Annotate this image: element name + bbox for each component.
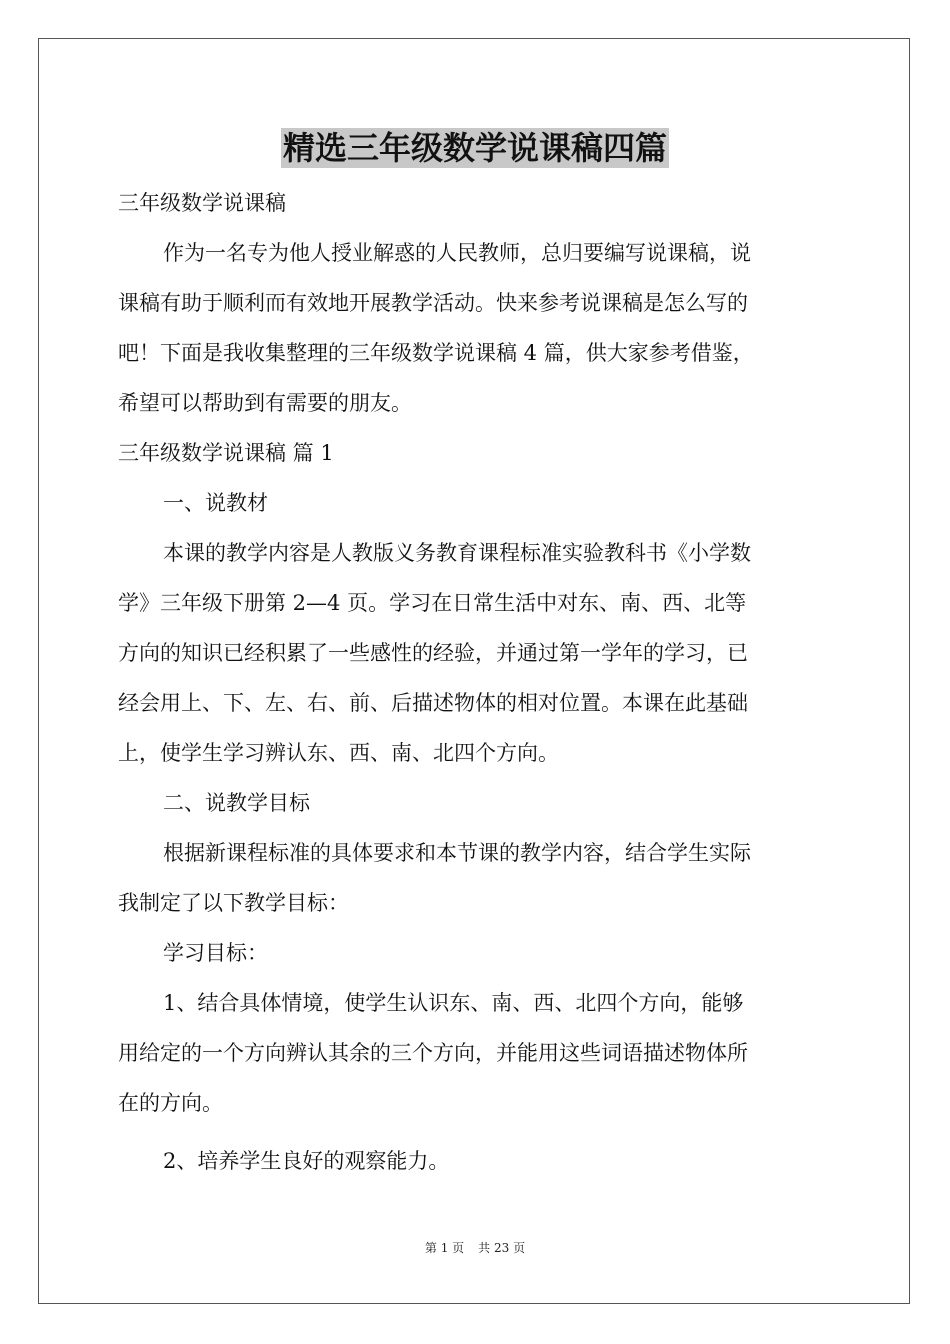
page-footer [0, 1240, 950, 1256]
body-line: 根据新课程标准的具体要求和本节课的教学内容，结合学生实际 [163, 841, 751, 865]
body-line: 希望可以帮助到有需要的朋友。 [118, 391, 412, 415]
body-line: 学习目标： [163, 941, 268, 965]
body-line: 在的方向。 [118, 1091, 223, 1115]
body-line: 学》三年级下册第 2—4 页。学习在日常生活中对东、南、西、北等 [118, 591, 747, 615]
subsection-heading: 二、说教学目标 [163, 791, 310, 815]
body-line: 三年级数学说课稿 [118, 191, 286, 215]
body-line: 课稿有助于顺利而有效地开展教学活动。快来参考说课稿是怎么写的 [118, 291, 748, 315]
page-total: 共 23 页 [478, 1241, 526, 1255]
body-line: 作为一名专为他人授业解惑的人民教师，总归要编写说课稿，说 [163, 241, 751, 265]
body-line: 吧！下面是我收集整理的三年级数学说课稿 4 篇，供大家参考借鉴， [118, 341, 754, 365]
subsection-heading: 一、说教材 [163, 491, 268, 515]
section-heading: 三年级数学说课稿 篇 1 [118, 441, 334, 465]
body-line: 1、结合具体情境，使学生认识东、南、西、北四个方向，能够 [163, 991, 744, 1015]
document-title: 精选三年级数学说课稿四篇 [282, 129, 667, 167]
document-body [118, 178, 832, 1186]
body-line: 上，使学生学习辨认东、西、南、北四个方向。 [118, 741, 559, 765]
body-line: 经会用上、下、左、右、前、后描述物体的相对位置。本课在此基础 [118, 691, 748, 715]
body-line: 方向的知识已经积累了一些感性的经验，并通过第一学年的学习，已 [118, 641, 748, 665]
page-number: 第 1 页 [424, 1241, 465, 1255]
body-line: 本课的教学内容是人教版义务教育课程标准实验教科书《小学数 [163, 541, 751, 565]
body-line: 2、培养学生良好的观察能力。 [163, 1149, 450, 1173]
title-container [0, 128, 950, 168]
body-line: 我制定了以下教学目标： [118, 891, 349, 915]
body-line: 用给定的一个方向辨认其余的三个方向，并能用这些词语描述物体所 [118, 1041, 748, 1065]
